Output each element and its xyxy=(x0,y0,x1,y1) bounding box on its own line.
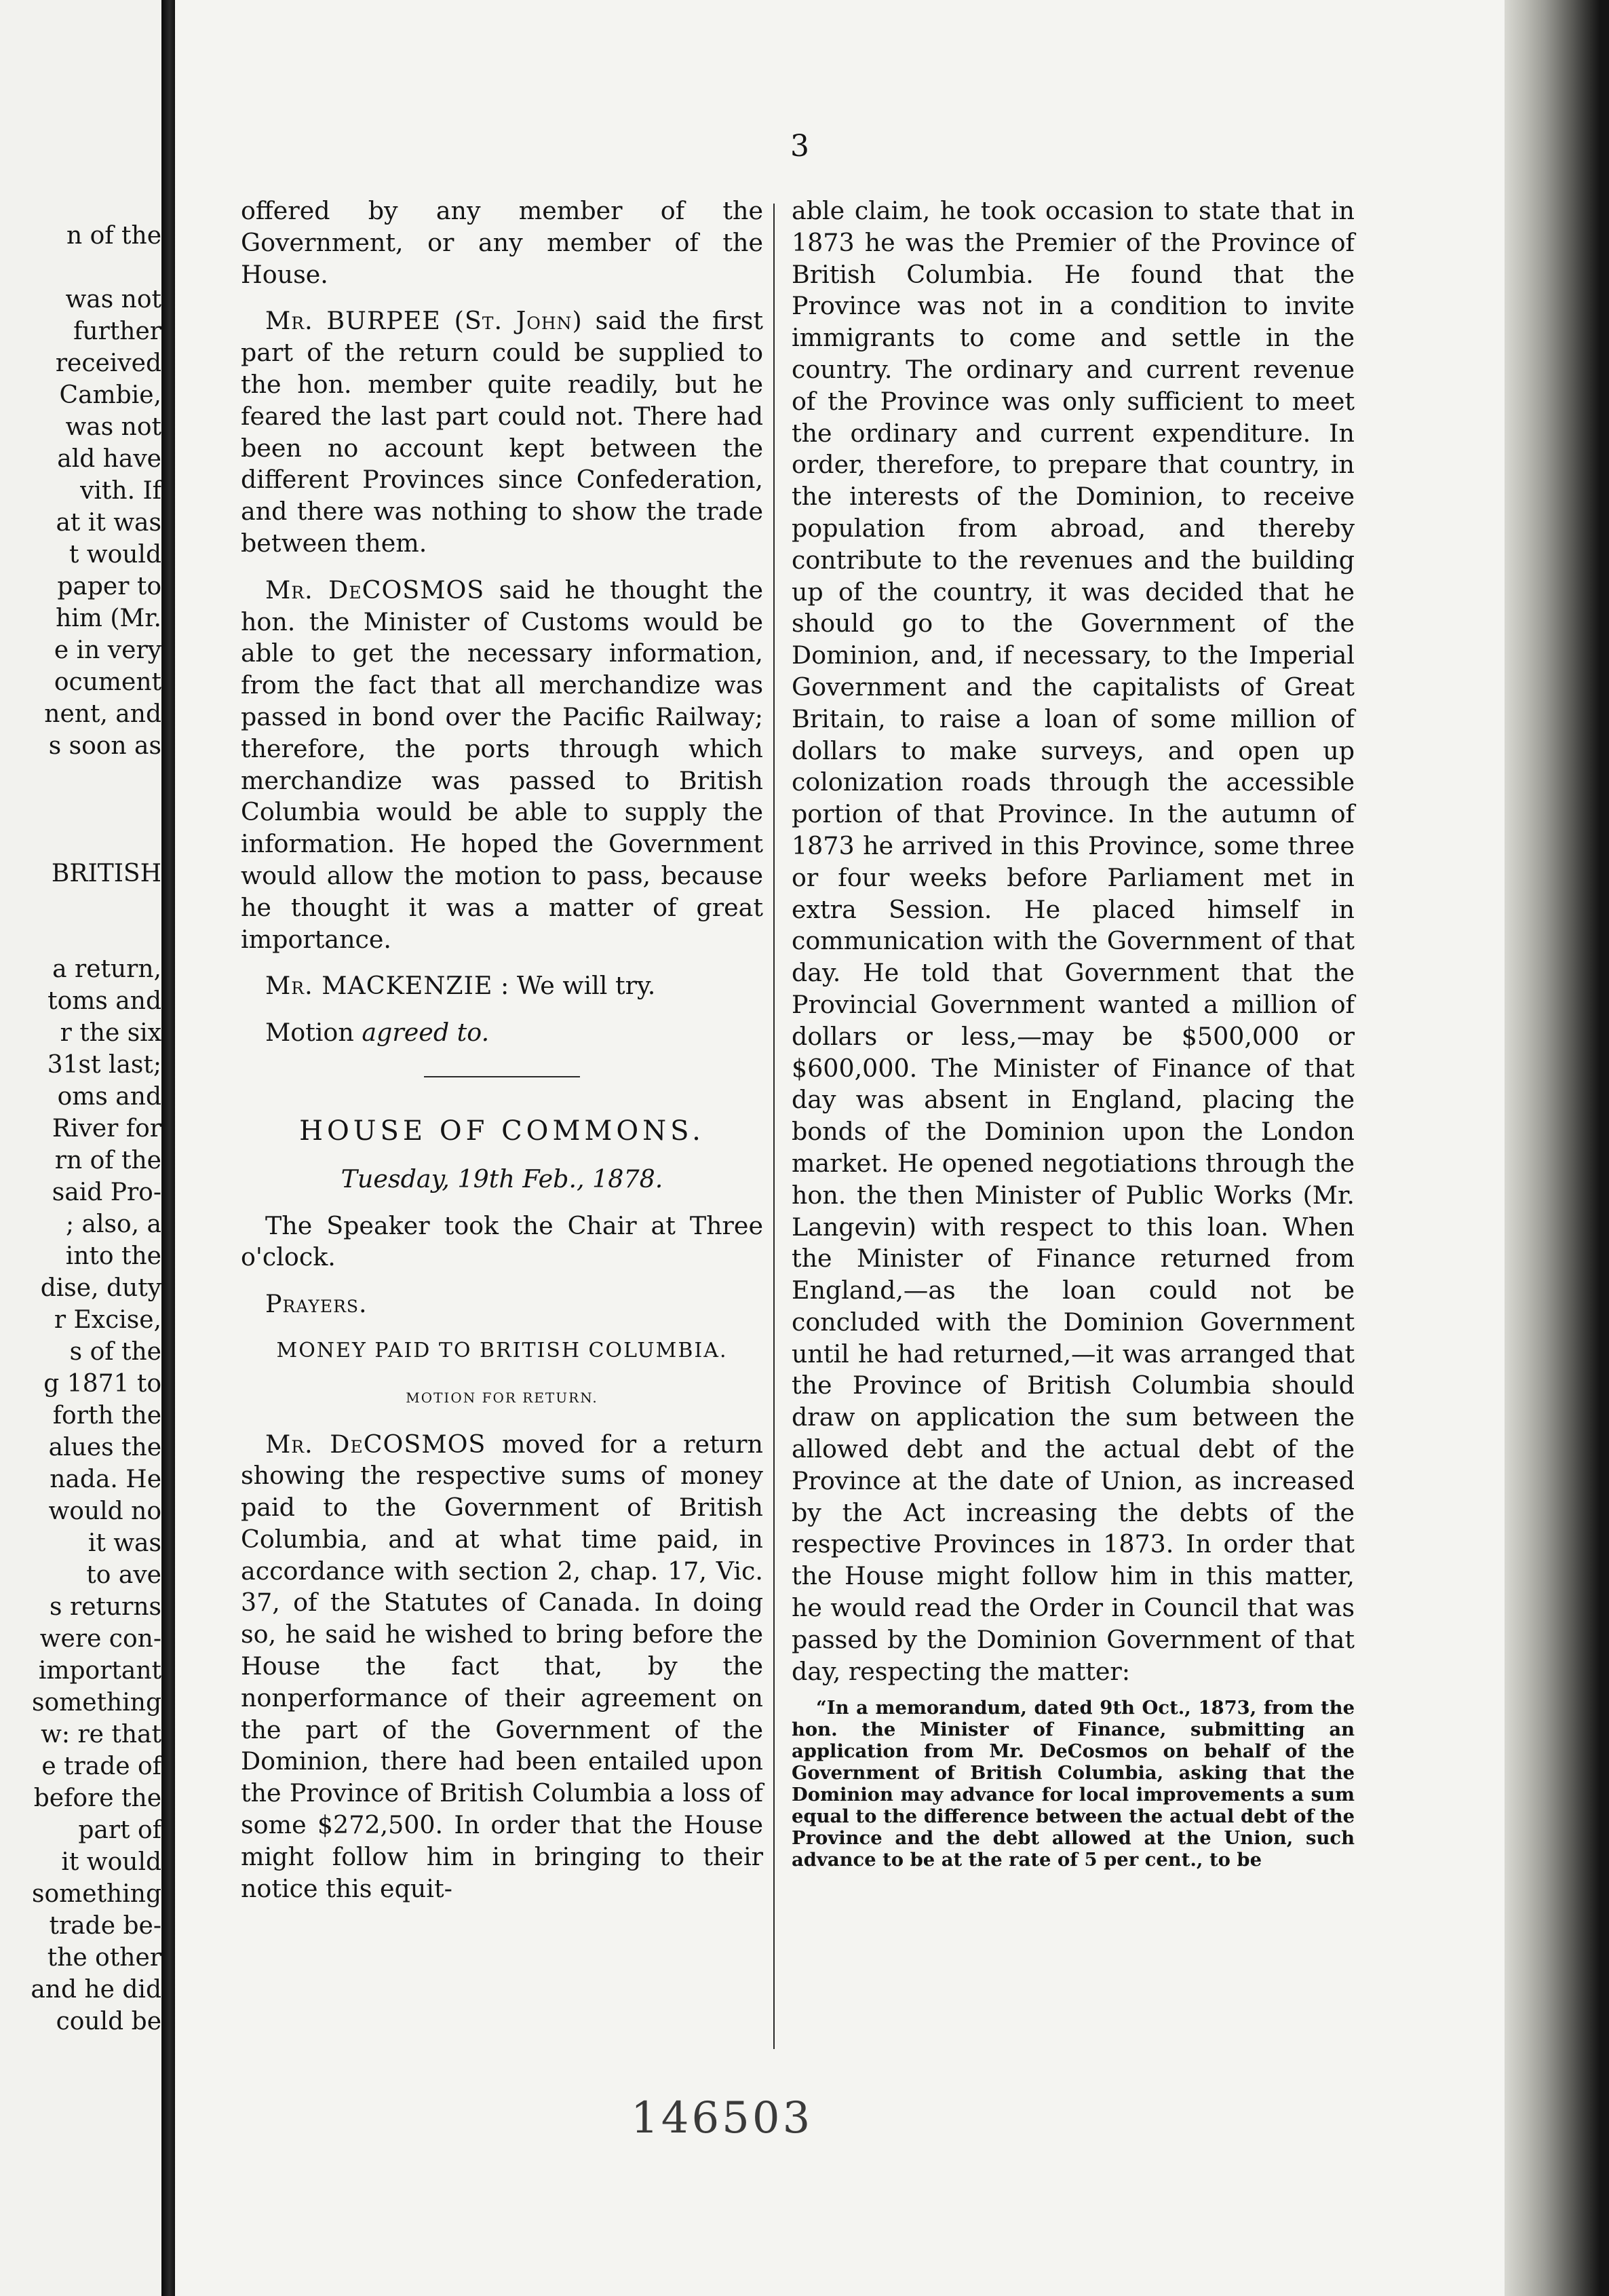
speech-text: : We will try. xyxy=(501,971,656,1001)
fragment-line: it was xyxy=(88,1529,161,1557)
fragment-line: a return, xyxy=(52,955,161,983)
fragment-line: r Excise, xyxy=(54,1306,161,1334)
speaker-name: Mr. BURPEE (St. John) xyxy=(265,306,583,336)
fragment-line: was not xyxy=(65,413,161,441)
fragment-line: alues the xyxy=(48,1434,161,1461)
fragment-line: nent, and xyxy=(44,700,161,728)
fragment-line: s of the xyxy=(69,1338,161,1366)
fragment-line: before the xyxy=(33,1784,161,1812)
fragment-line: 31st last; xyxy=(47,1051,161,1079)
subject-heading: MONEY PAID TO BRITISH COLUMBIA. xyxy=(276,1338,728,1362)
paragraph xyxy=(241,1017,763,1049)
fragment-line: n of the xyxy=(66,222,161,250)
fragment-line: at it was xyxy=(56,509,161,537)
paragraph: able claim, he took occasion to state that in 1873 he was the Premier of the Province of British Columbia. He found that the Province was not in a condition to invite immigrants to come and settle in the country. The ordinary and current revenue of the Province was only sufficient to meet the ordinary and current expenditure. In order, therefore, to prepare that country, in the interests of the Dominion, to receive population from abroad, and thereby contribute to the revenues and the building up of the country, it was decided that he should go to the Government of the Dominion, and, if necessary, to the Imperial Government and the capitalists of Great Britain, to raise a loan of some million of dollars to make surveys, and open up colonization roads through the accessible portion of that Province. In the autumn of 1873 he arrived in this Province, some three or four weeks before Parliament met in extra Session. He placed himself in communication with the Government of that day. He told that Government that the Provincial Government wanted a million of dollars or less,—may be $500,000 or $600,000. The Minister of Finance of that day was absent in England, placing the bonds of the Dominion upon the London market. He opened negotiations through the hon. the then Minister of Public Works (Mr. Langevin) with respect to this loan. When the Minister of Finance returned from England,—as the loan could not be concluded with the Dominion Government until he had returned,—it was arranged that the Province of British Columbia should draw on application the sum between the allowed debt and the actual debt of the Province at the date of Union, as increased by the Act increasing the debts of the respective Provinces in 1873. In order that the House might follow him in this matter, he would read the Order in Council that was passed by the Dominion Government of that day, respecting the matter: xyxy=(792,196,1355,1686)
right-column xyxy=(792,195,1355,1871)
speech-text: moved for a return showing the respective sums of money paid to the Government of British Columbia, and at what time paid, in accordance with section 2, chap. 17, Vic. 37, of the Statutes of Canada. In doing so, he said he wished to bring before the House the fact that, by the nonperformance of their agreement on the part of the Government of the Dominion, there had been entailed upon the Province of British Columbia a loss of some $272,500. In order that the House might follow him in bringing to their notice this equit- xyxy=(241,1429,763,1903)
fragment-line: something xyxy=(32,1880,161,1908)
fragment-line: r the six xyxy=(60,1019,161,1047)
fragment-line: paper to xyxy=(57,573,161,600)
fragment-line: w: re that xyxy=(41,1721,161,1748)
column-rule xyxy=(773,204,775,2049)
fragment-line: Cambie, xyxy=(59,381,161,409)
fragment-line: could be xyxy=(56,2008,161,2035)
fragment-line: something xyxy=(32,1689,161,1717)
fragment-line: forth the xyxy=(52,1402,161,1430)
fragment-line: ocument xyxy=(54,668,161,696)
fragment-line: ald have xyxy=(57,445,161,473)
fragment-line: into the xyxy=(65,1242,161,1270)
fragment-line: was not xyxy=(65,286,161,313)
fragment-line: to ave xyxy=(86,1561,161,1589)
fragment-line: e trade of xyxy=(41,1753,161,1780)
page-edge-shadow xyxy=(1505,0,1609,2296)
fragment-line: received xyxy=(55,349,161,377)
fragment-line: and he did xyxy=(31,1976,161,2004)
fragment-line: the other xyxy=(47,1944,161,1972)
fragment-line: ; also, a xyxy=(65,1210,161,1238)
speech-text: said the first part of the return could be supplied to the hon. member quite readily, but he feared the last part could not. There had been no account kept between the different Provinces since Confederation, and there was nothing to show the trade between them. xyxy=(241,306,763,558)
fragment-line: important xyxy=(38,1657,161,1685)
prayers-heading: Prayers. xyxy=(265,1289,368,1319)
fragment-line: said Pro- xyxy=(52,1179,161,1206)
previous-page-fragment xyxy=(0,0,161,2296)
fragment-line: g 1871 to xyxy=(43,1370,161,1398)
section-divider xyxy=(424,1076,580,1077)
paragraph xyxy=(241,305,763,559)
fragment-line: further xyxy=(73,318,161,345)
fragment-line: nada. He xyxy=(50,1466,161,1493)
fragment-line: vith. If xyxy=(80,477,161,505)
fragment-line: were con- xyxy=(39,1625,161,1653)
quoted-memorandum: “In a memorandum, dated 9th Oct., 1873, from the hon. the Minister of Finance, submitting an application from Mr. DeCosmos on behalf of the Government of British Columbia, asking that the Dominion may advance for local improvements a sum equal to the difference between the actual debt of the Province and the debt allowed at the Union, such advance to be at the rate of 5 per cent., to be xyxy=(792,1697,1355,1871)
fragment-line: rn of the xyxy=(54,1147,161,1174)
catalog-number: 146503 xyxy=(631,2093,813,2143)
speaker-name: Mr. DeCOSMOS xyxy=(265,575,485,605)
fragment-line: it would xyxy=(61,1848,161,1876)
gutter-shadow xyxy=(161,0,175,2296)
fragment-line: s returns xyxy=(50,1593,161,1621)
fragment-line: trade be- xyxy=(49,1912,161,1940)
page-number: 3 xyxy=(790,129,809,164)
paragraph xyxy=(241,575,763,956)
fragment-line: oms and xyxy=(57,1083,161,1111)
paragraph xyxy=(241,970,763,1002)
motion-heading: MOTION FOR RETURN. xyxy=(406,1389,598,1406)
motion-result: agreed to. xyxy=(362,1018,490,1048)
fragment-line: t would xyxy=(69,541,161,569)
paragraph: offered by any member of the Government, or any member of the House. xyxy=(241,196,763,289)
speaker-name: Mr. DeCOSMOS xyxy=(265,1429,486,1459)
fragment-line: part of xyxy=(78,1816,161,1844)
fragment-line: would no xyxy=(48,1497,161,1525)
paragraph: The Speaker took the Chair at Three o'clock. xyxy=(241,1210,763,1272)
paragraph xyxy=(241,1429,763,1905)
fragment-line: River for xyxy=(52,1115,161,1143)
speech-text: said he thought the hon. the Minister of Customs would be able to get the necessary information, from the fact that all merchandize was passed in bond over the Pacific Railway; therefore, the ports through which merchandize was passed to British Columbia would be able to supply the information. He hoped the Government would allow the motion to pass, because he thought it was a matter of great importance. xyxy=(241,575,763,954)
fragment-line: him (Mr. xyxy=(56,605,161,632)
section-title: HOUSE OF COMMONS. xyxy=(299,1115,705,1147)
fragment-line: e in very xyxy=(54,636,161,664)
fragment-line: BRITISH xyxy=(51,860,161,887)
sitting-date: Tuesday, 19th Feb., 1878. xyxy=(341,1164,663,1193)
fragment-line: toms and xyxy=(47,987,161,1015)
motion-text: Motion xyxy=(265,1018,354,1048)
fragment-line: s soon as xyxy=(48,732,161,760)
left-column xyxy=(241,195,763,1905)
fragment-line: dise, duty xyxy=(40,1274,161,1302)
speaker-name: Mr. MACKENZIE xyxy=(265,971,493,1001)
